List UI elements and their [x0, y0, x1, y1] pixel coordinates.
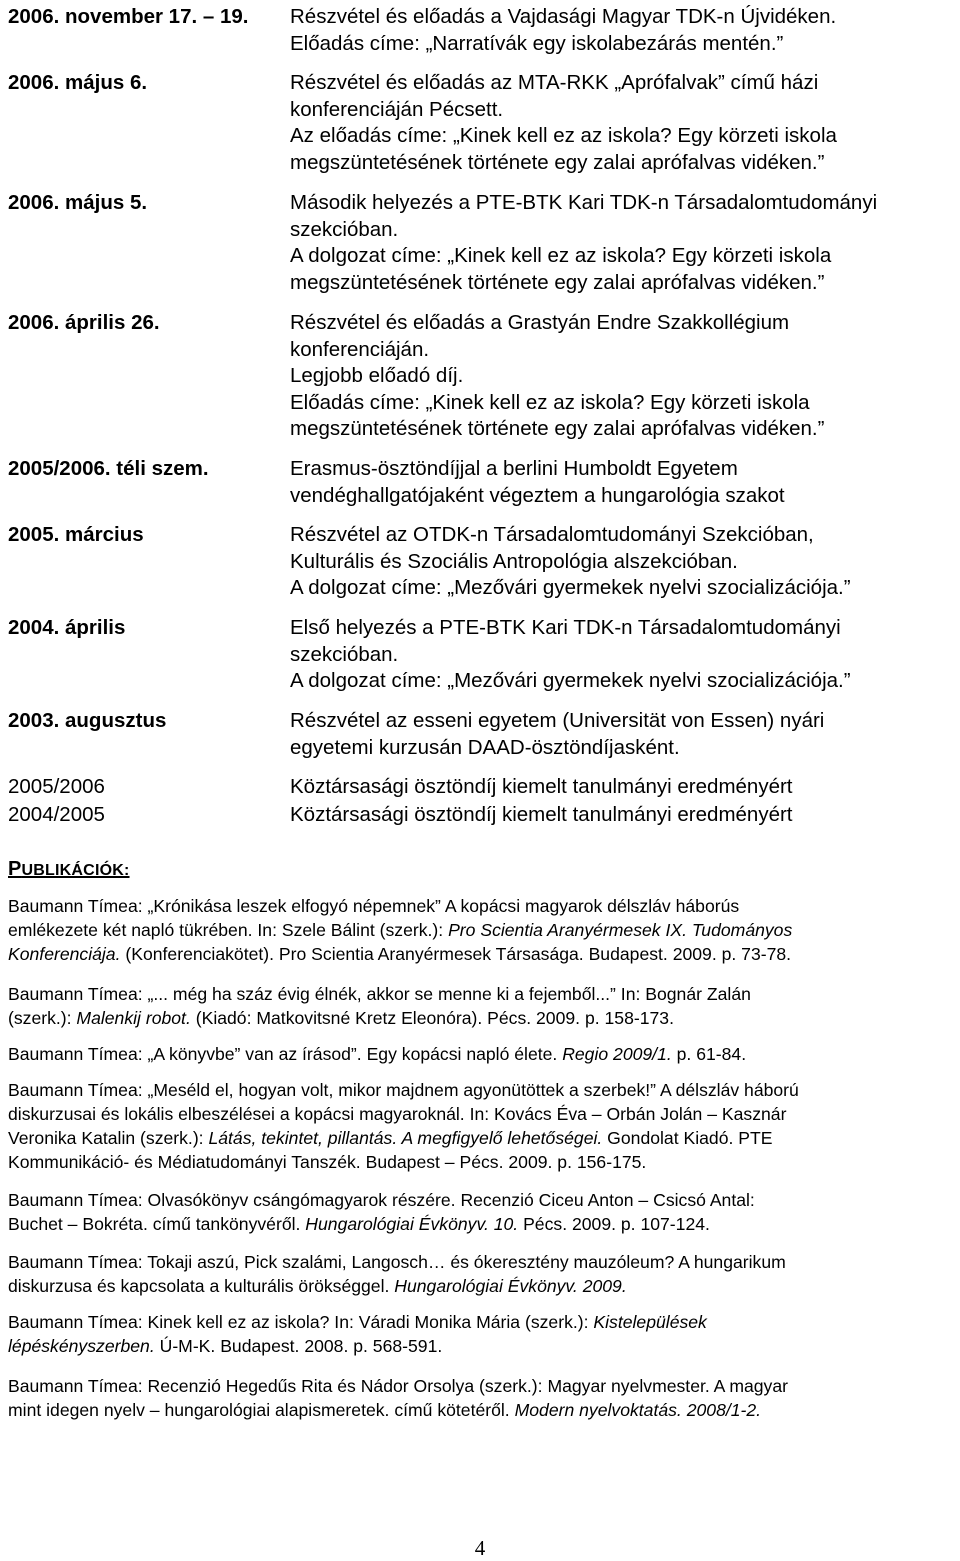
publication-line: [8, 918, 956, 942]
scholarship-year: 2004/2005: [8, 803, 105, 826]
entry-line: A dolgozat címe: „Mezővári gyermekek nyelvi szocializációja.”: [290, 576, 851, 599]
entry-description: [290, 708, 958, 761]
page-number: 4: [474, 1536, 486, 1560]
entry-line: Előadás címe: „Kinek kell ez az iskola? Egy körzeti iskola: [290, 390, 810, 414]
entry-description: [290, 310, 958, 443]
publication-line: [8, 1310, 956, 1334]
entry-date: 2003. augusztus: [8, 709, 167, 732]
publication-line: [8, 1212, 956, 1236]
entry-line: Részvétel és előadás az MTA-RKK „Aprófalvak” című házi: [290, 71, 819, 94]
publication-text-segment: Veronika Katalin (szerk.):: [8, 1128, 209, 1148]
entry-description: [290, 70, 958, 176]
publication-line: [8, 1188, 956, 1212]
entry-line: megszüntetésének története egy zalai aprófalvas vidéken.”: [290, 270, 825, 294]
entry-description: [290, 4, 958, 57]
publication-line: [8, 1042, 956, 1066]
publication-italic-segment: Hungarológiai Évkönyv. 2009.: [394, 1276, 627, 1296]
publication-item: [8, 1310, 956, 1358]
entry-line: Második helyezés a PTE-BTK Kari TDK-n Társadalomtudományi: [290, 191, 878, 214]
publication-text-segment: Baumann Tímea: „A könyvbe” van az írásod”. Egy kopácsi napló élete.: [8, 1044, 563, 1064]
entry-line: szekcióban.: [290, 217, 399, 241]
entry-line: Első helyezés a PTE-BTK Kari TDK-n Társadalomtudományi: [290, 616, 841, 639]
entry-date: 2006. május 6.: [8, 71, 148, 94]
publication-line: [8, 1126, 956, 1150]
entry-description: [290, 615, 958, 695]
entry-line: vendéghallgatójaként végeztem a hungarológia szakot: [290, 483, 785, 507]
publication-text-segment: Pécs. 2009. p. 107-124.: [518, 1214, 710, 1234]
publication-line: [8, 942, 956, 966]
publication-line: [8, 1374, 956, 1398]
entry-date: 2006. május 5.: [8, 191, 148, 214]
entry-line: konferenciáján Pécsett.: [290, 97, 504, 121]
publication-text-segment: Kommunikáció- és Médiatudományi Tanszék. Budapest – Pécs. 2009. p. 156-175.: [8, 1152, 647, 1172]
publication-line: [8, 982, 956, 1006]
entry-line: Részvétel és előadás a Grastyán Endre Szakkollégium: [290, 311, 790, 334]
entry-line: A dolgozat címe: „Mezővári gyermekek nyelvi szocializációja.”: [290, 669, 851, 692]
publication-italic-segment: Regio 2009/1.: [562, 1044, 672, 1064]
entry-line: Előadás címe: „Narratívák egy iskolabezárás mentén.”: [290, 31, 784, 55]
publication-text-segment: diskurzusai és lokális elbeszélései a kopácsi magyaroknál. In: Kovács Éva – Orbán Jolán – Kasznár: [8, 1104, 787, 1124]
publication-italic-segment: Pro Scientia Aranyérmesek IX. Tudományos: [448, 920, 793, 940]
entry-line: Részvétel az OTDK-n Társadalomtudományi Szekcióban,: [290, 523, 814, 546]
entry-description: [290, 522, 958, 602]
entry-line: Részvétel és előadás a Vajdasági Magyar TDK-n Újvidéken.: [290, 5, 837, 28]
publication-line: [8, 1334, 956, 1358]
publication-text-segment: Baumann Tímea: Olvasókönyv csángómagyarok részére. Recenzió Ciceu Anton – Csicsó Antal:: [8, 1190, 755, 1210]
publications-heading-initial: P: [8, 858, 22, 880]
publication-text-segment: p. 61-84.: [671, 1044, 747, 1064]
publication-line: [8, 1006, 956, 1030]
publication-text-segment: diskurzusa és kapcsolata a kulturális örökséggel.: [8, 1276, 395, 1296]
publication-text-segment: (Konferenciakötet). Pro Scientia Aranyérmesek Társasága. Budapest. 2009. p. 73-78.: [120, 944, 792, 964]
publication-italic-segment: Kistelepülések: [593, 1312, 707, 1332]
entry-description: [290, 190, 958, 296]
publication-item: [8, 1078, 956, 1174]
publication-item: [8, 982, 956, 1030]
entry-date: 2006. április 26.: [8, 311, 160, 334]
publication-line: [8, 1274, 956, 1298]
publication-text-segment: Baumann Tímea: Recenzió Hegedűs Rita és Nádor Orsolya (szerk.): Magyar nyelvmester. A magyar: [8, 1376, 788, 1396]
scholarship-text: Köztársasági ösztöndíj kiemelt tanulmányi eredményért: [290, 775, 793, 798]
publication-line: [8, 1398, 956, 1422]
publication-item: [8, 1250, 956, 1298]
publication-text-segment: Baumann Tímea: Kinek kell ez az iskola? In: Váradi Monika Mária (szerk.):: [8, 1312, 594, 1332]
entry-line: Erasmus-ösztöndíjjal a berlini Humboldt Egyetem: [290, 457, 738, 480]
publication-text-segment: Buchet – Bokréta. című tankönyvéről.: [8, 1214, 306, 1234]
entry-date: 2005. március: [8, 523, 144, 546]
scholarship-year: 2005/2006: [8, 775, 105, 798]
publication-italic-segment: Konferenciája.: [8, 944, 121, 964]
entry-date: 2006. november 17. – 19.: [8, 5, 249, 28]
publication-text-segment: Gondolat Kiadó. PTE: [602, 1128, 773, 1148]
publication-text-segment: (Kiadó: Matkovitsné Kretz Eleonóra). Pécs. 2009. p. 158-173.: [190, 1008, 674, 1028]
publication-italic-segment: lépéskényszerben.: [8, 1336, 155, 1356]
publication-text-segment: mint idegen nyelv – hungarológiai alapismeretek. című kötetéről.: [8, 1400, 515, 1420]
entry-date: 2005/2006. téli szem.: [8, 457, 209, 480]
publication-text-segment: Ú-M-K. Budapest. 2008. p. 568-591.: [154, 1336, 443, 1356]
entry-line: A dolgozat címe: „Kinek kell ez az iskola? Egy körzeti iskola: [290, 244, 832, 267]
publication-text-segment: Baumann Tímea: „... még ha száz évig élnék, akkor se menne ki a fejemből...” In: Bognár Zalán: [8, 984, 751, 1004]
entry-line: megszüntetésének története egy zalai aprófalvas vidéken.”: [290, 150, 825, 174]
publications-heading-rest: UBLIKÁCIÓK:: [21, 862, 130, 879]
publication-italic-segment: Hungarológiai Évkönyv. 10.: [305, 1214, 519, 1234]
publication-italic-segment: Modern nyelvoktatás. 2008/1-2.: [514, 1400, 762, 1420]
entry-line: Az előadás címe: „Kinek kell ez az iskola? Egy körzeti iskola: [290, 124, 837, 147]
publication-italic-segment: Látás, tekintet, pillantás. A megfigyelő lehetőségei.: [208, 1128, 603, 1148]
publication-line: [8, 1250, 956, 1274]
publication-line: [8, 1078, 956, 1102]
publication-item: [8, 1042, 956, 1066]
entry-date: 2004. április: [8, 616, 126, 639]
publication-line: [8, 1150, 956, 1174]
entry-line: egyetemi kurzusán DAAD-ösztöndíjasként.: [290, 735, 680, 759]
publication-item: [8, 1374, 956, 1422]
entry-line: konferenciáján.: [290, 337, 430, 361]
publication-item: [8, 1188, 956, 1236]
publication-text-segment: Baumann Tímea: Tokaji aszú, Pick szalámi, Langosch… és ókeresztény mauzóleum? A hungarikum: [8, 1252, 786, 1272]
entry-description: [290, 456, 958, 509]
publication-text-segment: Baumann Tímea: „Meséld el, hogyan volt, mikor majdnem agyonütöttek a szerbek!” A délszláv háború: [8, 1080, 799, 1100]
entry-line: szekcióban.: [290, 642, 399, 666]
entry-line: Részvétel az esseni egyetem (Universität von Essen) nyári: [290, 709, 825, 732]
publication-line: [8, 1102, 956, 1126]
publication-text-segment: emlékezete két napló tükrében. In: Szele Bálint (szerk.):: [8, 920, 449, 940]
scholarship-text: Köztársasági ösztöndíj kiemelt tanulmányi eredményért: [290, 803, 793, 826]
publication-line: [8, 894, 956, 918]
publication-text-segment: Baumann Tímea: „Krónikása leszek elfogyó népemnek” A kopácsi magyarok délszláv háborús: [8, 896, 740, 916]
entry-line: Kulturális és Szociális Antropológia alszekcióban.: [290, 549, 738, 573]
entry-line: megszüntetésének története egy zalai aprófalvas vidéken.”: [290, 417, 825, 440]
publications-heading: [8, 858, 130, 881]
publication-item: [8, 894, 956, 966]
entry-line: Legjobb előadó díj.: [290, 364, 464, 387]
publication-text-segment: (szerk.):: [8, 1008, 77, 1028]
publication-italic-segment: Malenkij robot.: [76, 1008, 191, 1028]
